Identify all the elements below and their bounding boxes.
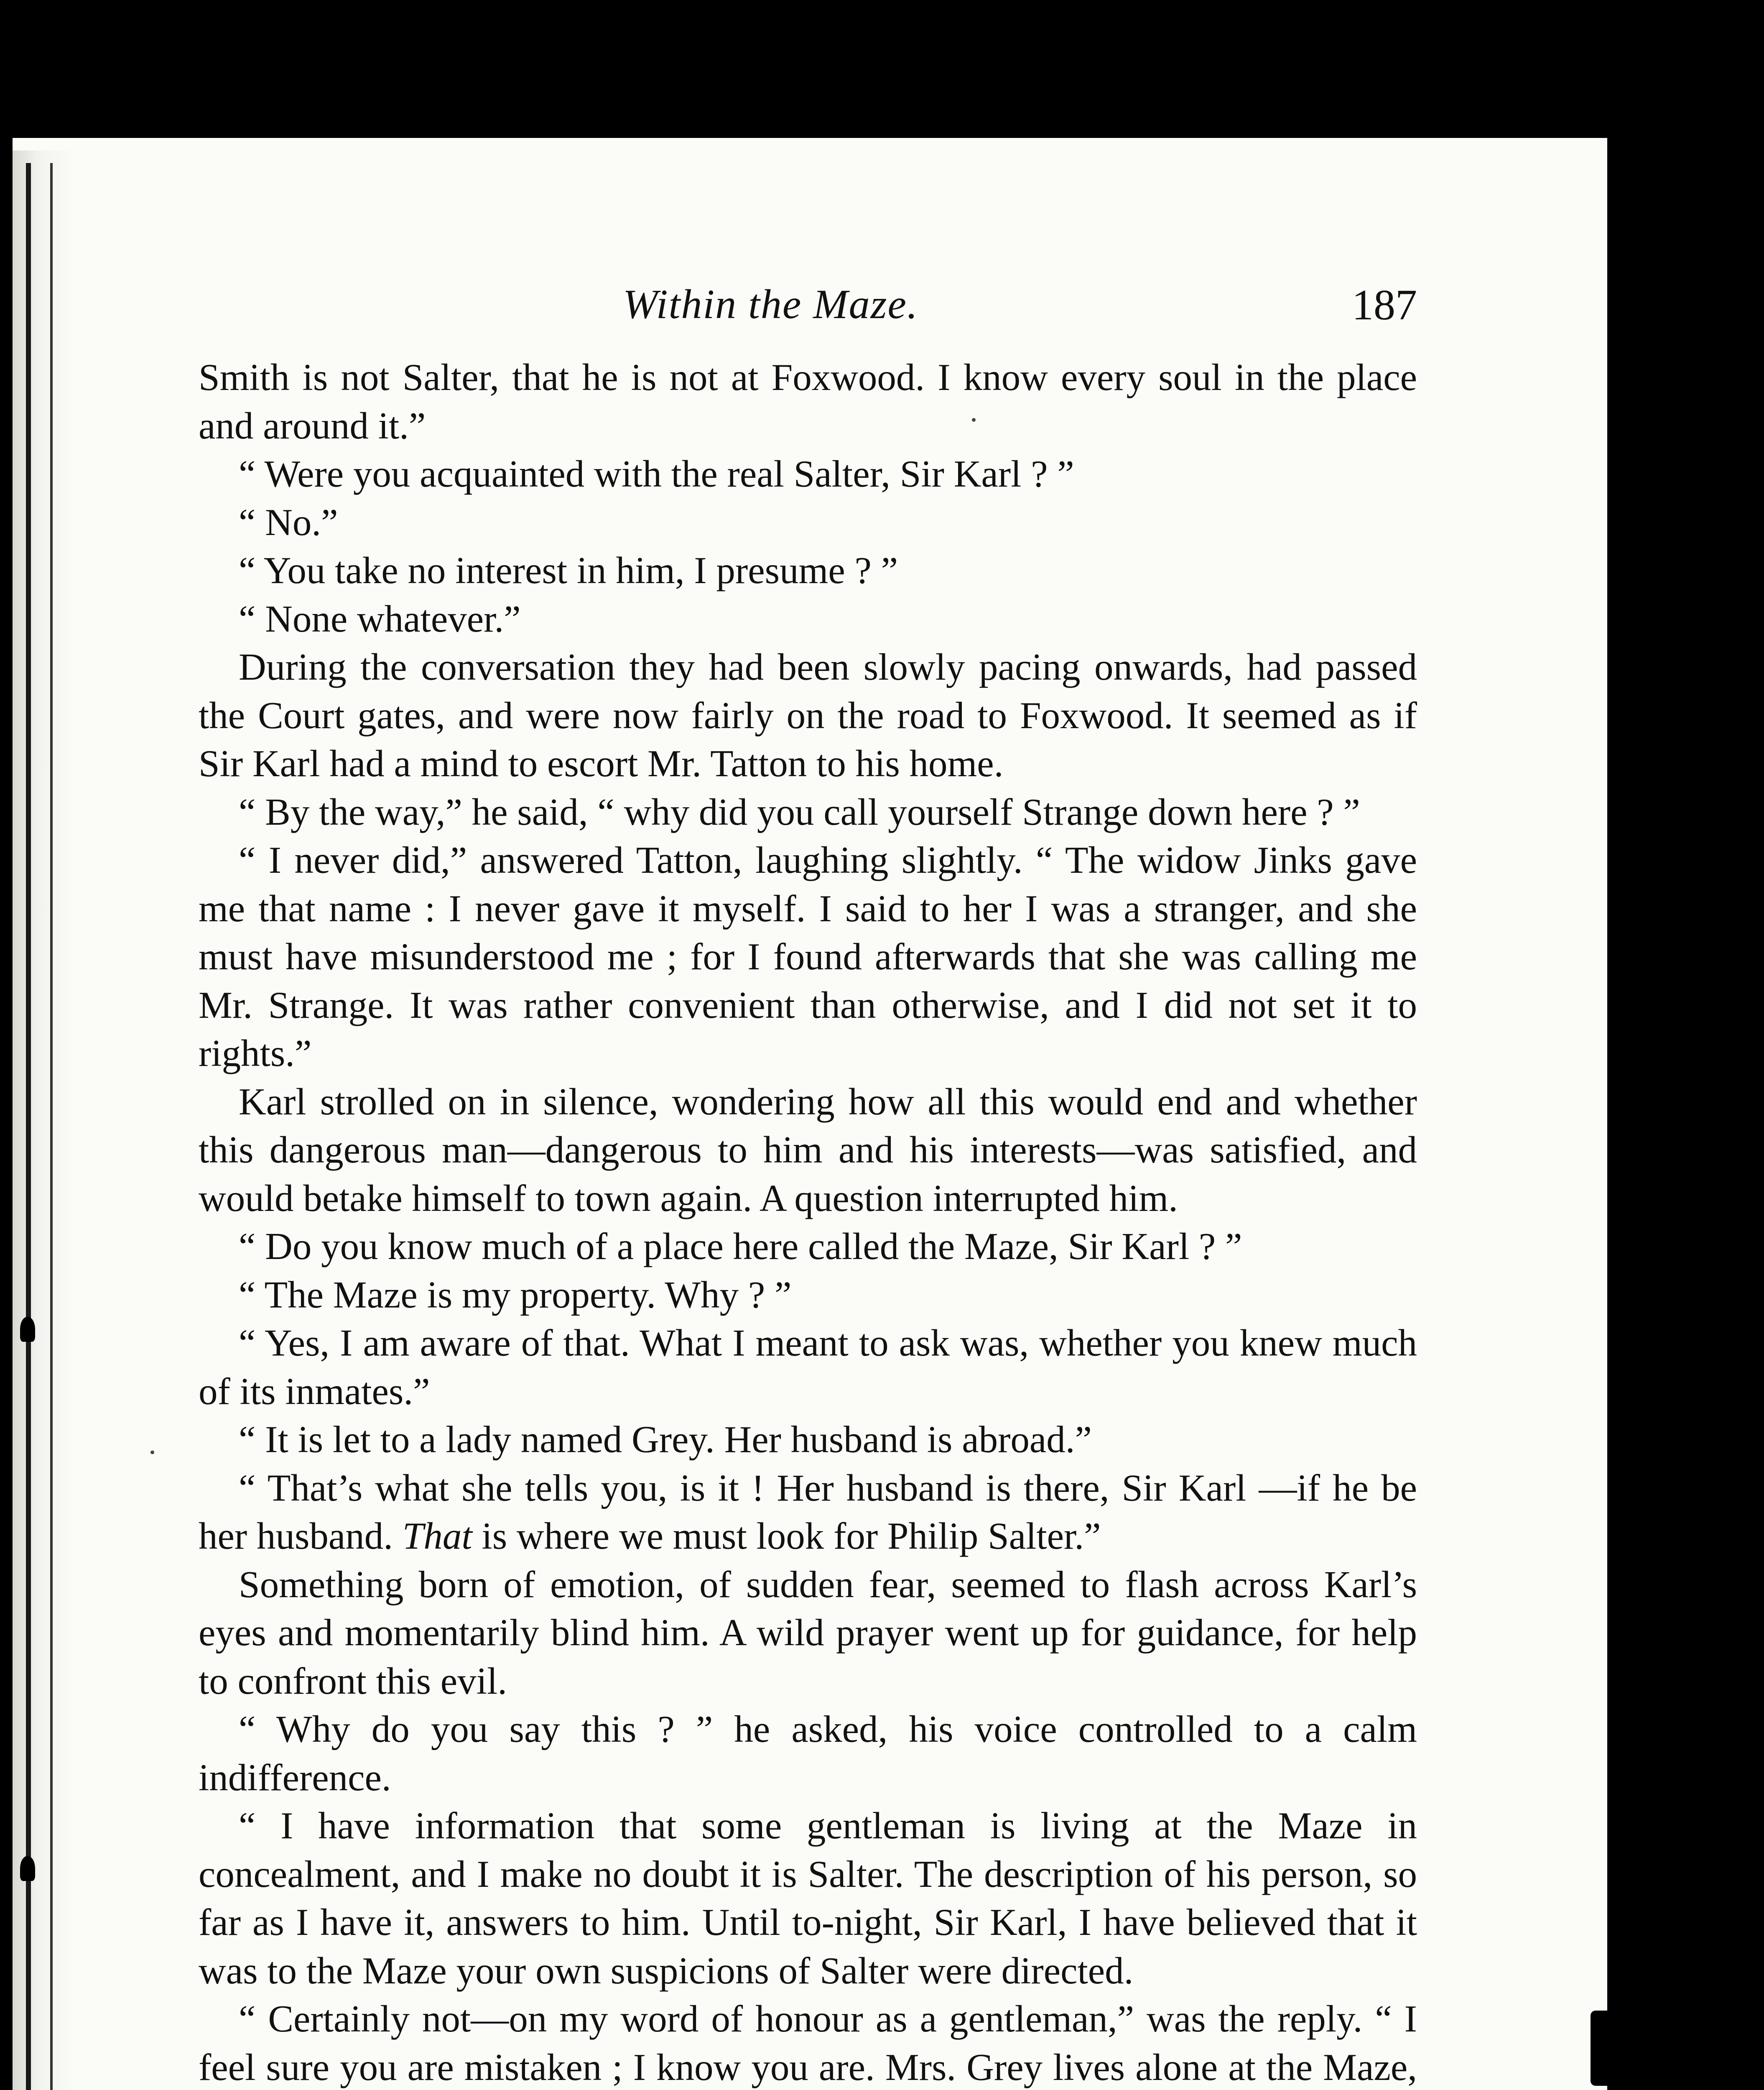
italic-emphasis: That bbox=[402, 1515, 472, 1557]
paragraph: “ It is let to a lady named Grey. Her husband is abroad.” bbox=[239, 1418, 1092, 1460]
paper-speck bbox=[150, 1450, 154, 1454]
paragraph: “ Do you know much of a place here called the Maze, Sir Karl ? ” bbox=[239, 1225, 1242, 1267]
paragraph: “ Why do you say this ? ” he asked, his voice controlled to a calm indifference. bbox=[199, 1708, 1417, 1799]
paragraph: “ The Maze is my property. Why ? ” bbox=[239, 1273, 792, 1316]
paragraph bbox=[199, 1464, 1417, 1560]
paragraph: “ By the way,” he said, “ why did you call yourself Strange down here ? ” bbox=[239, 790, 1360, 833]
paragraph: “ I have information that some gentleman is living at the Maze in concealment, and I make no doubt it is Salter. The description of his person, so far as I have it, answers to him. Until to-night, Sir Karl, I have believed that it was to the Maze your own suspicions of Salter were directed. bbox=[199, 1805, 1417, 1992]
page-header bbox=[196, 280, 1417, 334]
paragraph: Something born of emotion, of sudden fear, seemed to flash across Karl’s eyes and momentarily blind him. A wild prayer went up for guidance, for help to confront this evil. bbox=[199, 1563, 1417, 1702]
paragraph: “ None whatever.” bbox=[239, 597, 521, 640]
paragraph: During the conversation they had been slowly pacing onwards, had passed the Court gates, and were now fairly on the road to Foxwood. It seemed as if Sir Karl had a mind to escort Mr. Tatton to his home. bbox=[199, 646, 1417, 785]
page-number: 187 bbox=[1352, 281, 1417, 329]
paragraph: Karl strolled on in silence, wondering how all this would end and whether this dangerous man—dangerous to him and his interests—was satisfied, and would betake himself to town again. A question interrupted him. bbox=[199, 1080, 1417, 1219]
paragraph: “ I never did,” answered Tatton, laughing slightly. “ The widow Jinks gave me that name : I never gave it myself. I said to her I was a stranger, and she must have misunderstood me ; for I found afterwards that she was calling me Mr. Strange. It was rather convenient than otherwise, and I did not set it to rights.” bbox=[199, 839, 1417, 1074]
page-edge-tab bbox=[1591, 2011, 1607, 2086]
binding-thread-mark bbox=[20, 1856, 35, 1881]
paragraph: “ No.” bbox=[239, 501, 338, 543]
paragraph: “ Certainly not—on my word of honour as a gentleman,” was the reply. “ I feel sure you are mistaken ; I know you are. Mrs. Grey lives alone at the Maze, bbox=[199, 1998, 1417, 2088]
binding-edge bbox=[26, 163, 31, 2090]
paragraph: Smith is not Salter, that he is not at Foxwood. I know every soul in the place and around it.” bbox=[199, 356, 1417, 447]
running-head: Within the Maze. bbox=[623, 281, 918, 327]
paragraph: “ Yes, I am aware of that. What I meant to ask was, whether you knew much of its inmates.” bbox=[199, 1322, 1417, 1412]
binding-shadow bbox=[50, 163, 53, 2090]
body-text bbox=[199, 353, 1417, 2090]
paragraph-text: is where we must look for Philip Salter.” bbox=[472, 1515, 1101, 1557]
paragraph-text: “ That’s what she tells you, is it ! Her husband is there, Sir Karl —if he be her husband. bbox=[199, 1466, 1417, 1557]
page-gutter bbox=[13, 150, 75, 2090]
paragraph: “ Were you acquainted with the real Salter, Sir Karl ? ” bbox=[239, 453, 1074, 495]
binding-thread-mark bbox=[20, 1317, 35, 1342]
paragraph: “ You take no interest in him, I presume ? ” bbox=[239, 549, 898, 591]
